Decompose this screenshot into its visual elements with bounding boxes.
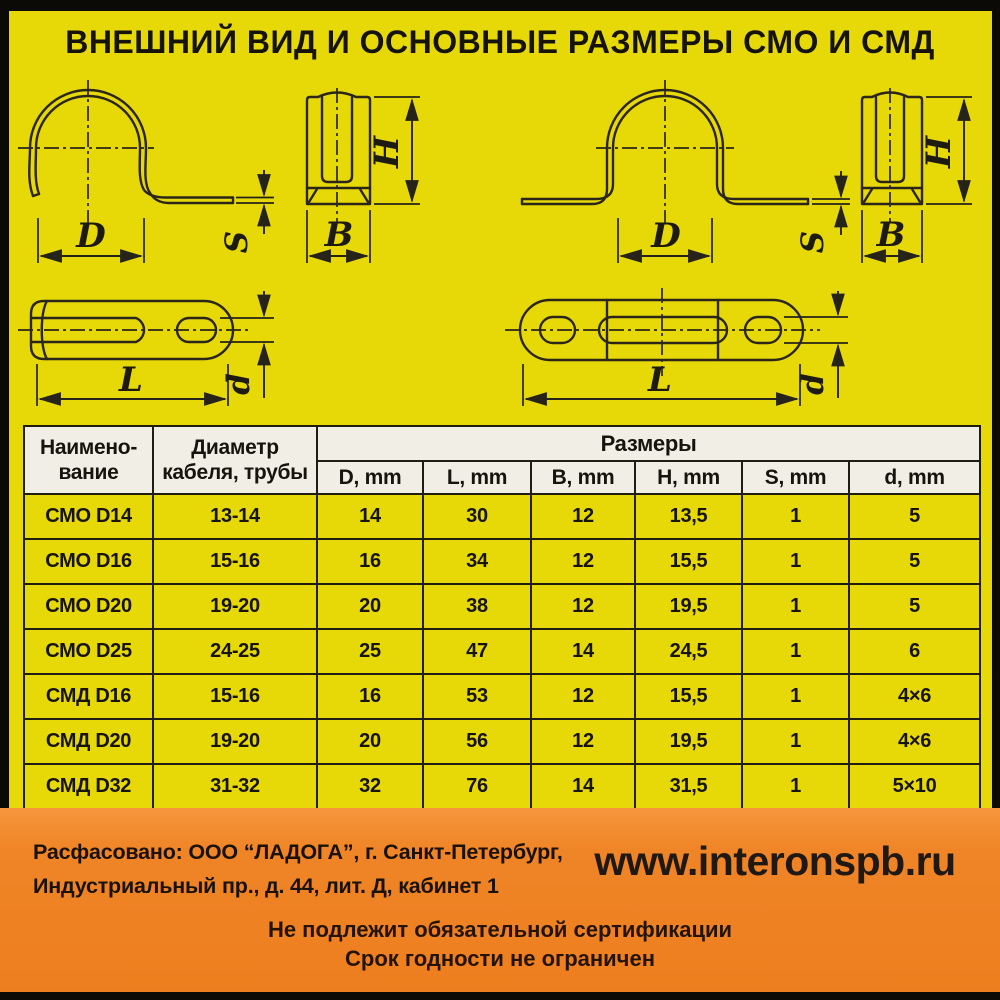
cell-diameter: 19-20 — [153, 719, 317, 764]
dim-label-B: B — [324, 215, 354, 255]
col-header-B: B, mm — [531, 461, 635, 494]
cell-H: 31,5 — [635, 764, 742, 808]
cell-B: 12 — [531, 494, 635, 539]
cell-B: 12 — [531, 719, 635, 764]
dim-label-S: S — [795, 230, 831, 254]
cell-name: СМД D32 — [24, 764, 153, 808]
cert-line-1: Не подлежит обязательной сертификации — [267, 917, 733, 942]
cell-d: 5 — [849, 584, 980, 629]
cell-L: 53 — [423, 674, 531, 719]
cell-d: 4×6 — [849, 719, 980, 764]
col-header-name — [24, 426, 153, 494]
table-row — [24, 764, 980, 808]
cell-diameter: 31-32 — [153, 764, 317, 808]
dimensions-table — [23, 425, 981, 808]
cell-D: 16 — [317, 674, 423, 719]
cell-B: 12 — [531, 674, 635, 719]
cell-B: 12 — [531, 584, 635, 629]
cell-H: 19,5 — [635, 584, 742, 629]
col-header-name-line1: Наимено- — [39, 435, 138, 459]
cell-L: 30 — [423, 494, 531, 539]
cell-diameter: 13-14 — [153, 494, 317, 539]
col-header-name-line2: вание — [58, 461, 119, 484]
table-row — [24, 719, 980, 764]
dim-label-H: H — [367, 135, 407, 169]
cell-L: 56 — [423, 719, 531, 764]
table-row — [24, 539, 980, 584]
cell-H: 13,5 — [635, 494, 742, 539]
cell-L: 76 — [423, 764, 531, 808]
dim-label-B: B — [876, 215, 906, 255]
page-title: ВНЕШНИЙ ВИД И ОСНОВНЫЕ РАЗМЕРЫ СМО И СМД — [65, 24, 935, 60]
dim-label-D: D — [651, 216, 681, 256]
cell-diameter: 24-25 — [153, 629, 317, 674]
cell-S: 1 — [742, 539, 849, 584]
cell-B: 14 — [531, 764, 635, 808]
cell-d: 4×6 — [849, 674, 980, 719]
cell-D: 14 — [317, 494, 423, 539]
cell-S: 1 — [742, 764, 849, 808]
smo-side-view-drawing — [18, 80, 274, 263]
cell-name: СМО D20 — [24, 584, 153, 629]
cell-H: 15,5 — [635, 674, 742, 719]
dim-label-H: H — [919, 135, 959, 169]
cell-S: 1 — [742, 674, 849, 719]
col-header-H: H, mm — [635, 461, 742, 494]
cell-d: 6 — [849, 629, 980, 674]
cell-D: 16 — [317, 539, 423, 584]
table-header-row-1 — [24, 426, 980, 461]
cell-D: 20 — [317, 584, 423, 629]
table-row — [24, 494, 980, 539]
table-row — [24, 629, 980, 674]
col-header-diameter — [153, 426, 317, 494]
cell-d: 5×10 — [849, 764, 980, 808]
cell-diameter: 15-16 — [153, 539, 317, 584]
certification-notes — [0, 916, 1000, 973]
smo-front-view-drawing — [307, 88, 420, 263]
dim-label-L: L — [648, 360, 672, 400]
cell-D: 20 — [317, 719, 423, 764]
col-header-S: S, mm — [742, 461, 849, 494]
dim-label-L: L — [119, 360, 143, 400]
cell-B: 14 — [531, 629, 635, 674]
cell-H: 24,5 — [635, 629, 742, 674]
packer-line-1: Расфасовано: ООО “ЛАДОГА”, г. Санкт-Петербург, — [33, 840, 563, 864]
col-header-L: L, mm — [423, 461, 531, 494]
cell-diameter: 15-16 — [153, 674, 317, 719]
cell-name: СМО D25 — [24, 629, 153, 674]
photo-edge-bottom — [0, 992, 1000, 1000]
col-header-D: D, mm — [317, 461, 423, 494]
smd-front-view-drawing — [862, 88, 972, 263]
col-header-diameter-line1: Диаметр — [191, 435, 279, 459]
cell-B: 12 — [531, 539, 635, 584]
packer-line-2: Индустриальный пр., д. 44, лит. Д, кабинет 1 — [33, 873, 499, 898]
cell-H: 15,5 — [635, 539, 742, 584]
table-row — [24, 674, 980, 719]
cell-D: 25 — [317, 629, 423, 674]
smd-top-view-drawing — [505, 288, 848, 406]
cell-D: 32 — [317, 764, 423, 808]
cell-name: СМО D16 — [24, 539, 153, 584]
col-header-sizes-group: Размеры — [317, 426, 980, 461]
table-row — [24, 584, 980, 629]
cert-line-2: Срок годности не ограничен — [345, 945, 655, 971]
cell-d: 5 — [849, 494, 980, 539]
cell-H: 19,5 — [635, 719, 742, 764]
website-url: www.interonspb.ru — [594, 838, 956, 884]
cell-L: 34 — [423, 539, 531, 584]
cell-name: СМД D20 — [24, 719, 153, 764]
cell-name: СМО D14 — [24, 494, 153, 539]
dim-label-S: S — [219, 230, 255, 254]
cell-diameter: 19-20 — [153, 584, 317, 629]
cell-name: СМД D16 — [24, 674, 153, 719]
col-header-d: d, mm — [849, 461, 980, 494]
col-header-diameter-line2: кабеля, трубы — [162, 461, 308, 484]
cell-L: 47 — [423, 629, 531, 674]
cell-S: 1 — [742, 584, 849, 629]
dim-label-d: d — [795, 373, 831, 395]
smd-side-view-drawing — [522, 80, 850, 263]
cell-S: 1 — [742, 719, 849, 764]
cell-d: 5 — [849, 539, 980, 584]
packer-info — [33, 836, 563, 904]
cell-S: 1 — [742, 494, 849, 539]
dim-label-D: D — [76, 216, 106, 256]
cell-L: 38 — [423, 584, 531, 629]
smo-top-view-drawing — [18, 291, 274, 406]
cell-S: 1 — [742, 629, 849, 674]
dim-label-d: d — [221, 373, 257, 395]
